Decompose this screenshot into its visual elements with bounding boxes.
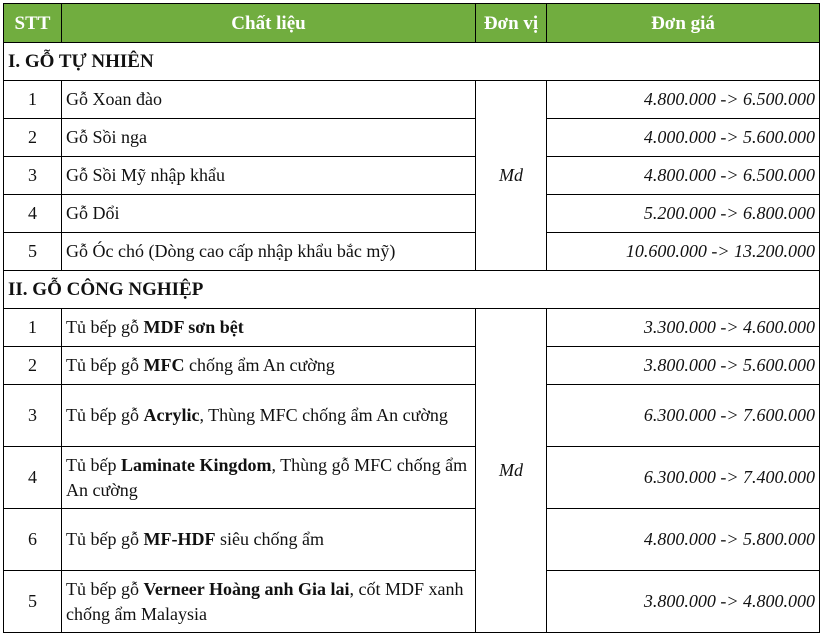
material-cell — [62, 447, 476, 509]
table-row — [4, 157, 820, 195]
table-row — [4, 119, 820, 157]
section-title: I. GỖ TỰ NHIÊN — [4, 43, 820, 81]
stt-cell: 5 — [4, 233, 62, 271]
stt-cell: 3 — [4, 157, 62, 195]
header-row — [4, 4, 820, 43]
price-cell: 4.000.000 -> 5.600.000 — [547, 119, 820, 157]
material-suffix: , Thùng MFC chống ẩm An cường — [199, 405, 448, 425]
material-suffix: , Thùng gỗ MFC chống ẩm An cường — [66, 454, 468, 500]
material-cell: Gỗ Óc chó (Dòng cao cấp nhập khẩu bắc mỹ) — [62, 233, 476, 271]
stt-cell: 4 — [4, 447, 62, 509]
price-cell: 4.800.000 -> 5.800.000 — [547, 509, 820, 571]
header-unit: Đơn vị — [476, 4, 547, 43]
unit-cell: Md — [476, 81, 547, 271]
stt-cell: 1 — [4, 309, 62, 347]
stt-cell: 3 — [4, 385, 62, 447]
stt-cell: 5 — [4, 571, 62, 633]
header-stt: STT — [4, 4, 62, 43]
material-cell — [62, 347, 476, 385]
table-row — [4, 309, 820, 347]
section-row-industrial-wood — [4, 271, 820, 309]
material-suffix: chống ẩm An cường — [184, 355, 335, 375]
price-cell: 3.300.000 -> 4.600.000 — [547, 309, 820, 347]
table-row — [4, 447, 820, 509]
price-cell: 5.200.000 -> 6.800.000 — [547, 195, 820, 233]
header-price: Đơn giá — [547, 4, 820, 43]
material-prefix: Tủ bếp gỗ — [66, 405, 144, 425]
material-highlight: MFC — [143, 355, 185, 375]
material-cell: Gỗ Sồi Mỹ nhập khẩu — [62, 157, 476, 195]
price-cell: 3.800.000 -> 5.600.000 — [547, 347, 820, 385]
stt-cell: 4 — [4, 195, 62, 233]
header-material: Chất liệu — [62, 4, 476, 43]
material-cell: Gỗ Sồi nga — [62, 119, 476, 157]
material-highlight: Laminate Kingdom — [120, 454, 272, 475]
table-row — [4, 195, 820, 233]
material-cell — [62, 385, 476, 447]
price-cell: 6.300.000 -> 7.400.000 — [547, 447, 820, 509]
material-highlight: MF-HDF — [143, 529, 216, 549]
price-table — [3, 3, 820, 633]
table-row — [4, 509, 820, 571]
material-prefix: Tủ bếp gỗ — [66, 529, 144, 549]
price-cell: 4.800.000 -> 6.500.000 — [547, 157, 820, 195]
material-suffix: , cốt MDF xanh chống ẩm Malaysia — [66, 578, 464, 624]
material-prefix: Tủ bếp gỗ — [66, 355, 144, 375]
stt-cell: 2 — [4, 347, 62, 385]
material-prefix: Tủ bếp gỗ — [66, 317, 144, 337]
section-row-natural-wood — [4, 43, 820, 81]
material-highlight: Verneer Hoàng anh Gia lai — [143, 578, 350, 599]
material-suffix: siêu chống ẩm — [215, 529, 324, 549]
stt-cell: 6 — [4, 509, 62, 571]
material-prefix: Tủ bếp — [66, 454, 121, 475]
table-row — [4, 233, 820, 271]
price-cell: 6.300.000 -> 7.600.000 — [547, 385, 820, 447]
material-cell: Gỗ Dổi — [62, 195, 476, 233]
material-cell: Gỗ Xoan đào — [62, 81, 476, 119]
table-row — [4, 347, 820, 385]
material-cell — [62, 509, 476, 571]
table-row — [4, 81, 820, 119]
unit-cell: Md — [476, 309, 547, 633]
material-prefix: Tủ bếp gỗ — [66, 578, 144, 599]
stt-cell: 2 — [4, 119, 62, 157]
stt-cell: 1 — [4, 81, 62, 119]
section-title: II. GỖ CÔNG NGHIỆP — [4, 271, 820, 309]
material-highlight: Acrylic — [143, 405, 200, 425]
material-cell — [62, 571, 476, 633]
table-row — [4, 571, 820, 633]
price-cell: 3.800.000 -> 4.800.000 — [547, 571, 820, 633]
material-highlight: MDF sơn bệt — [143, 317, 244, 337]
table-row — [4, 385, 820, 447]
price-cell: 10.600.000 -> 13.200.000 — [547, 233, 820, 271]
price-cell: 4.800.000 -> 6.500.000 — [547, 81, 820, 119]
material-cell — [62, 309, 476, 347]
